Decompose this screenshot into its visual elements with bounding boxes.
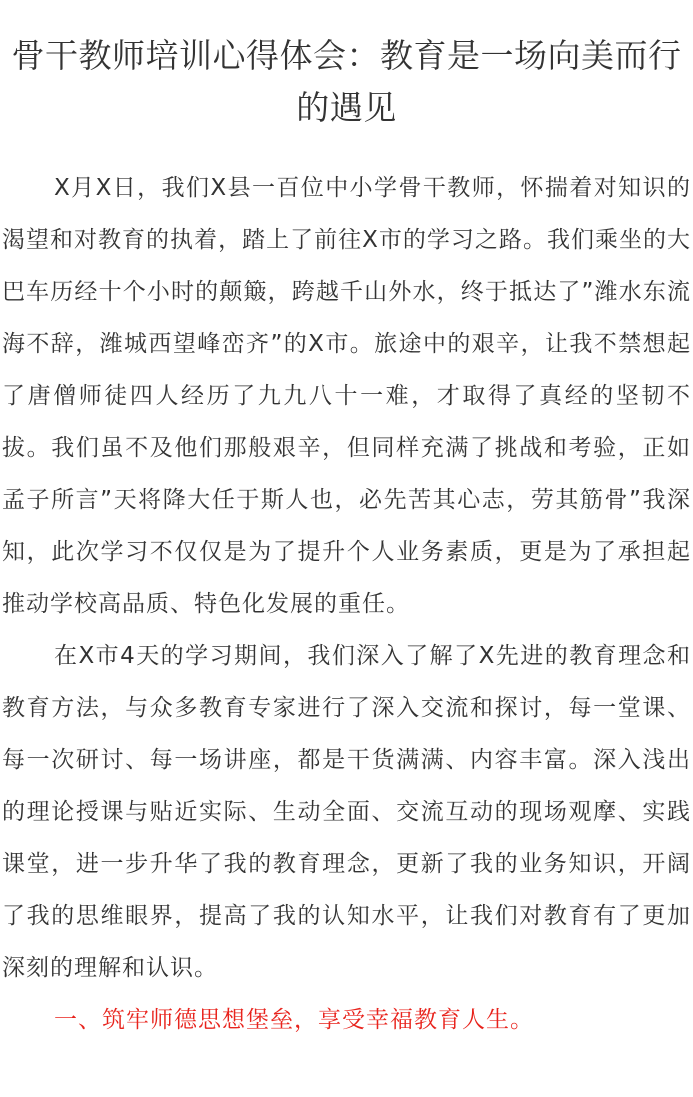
article-body [0,162,693,1046]
paragraph-1: X月X日，我们X县一百位中小学骨干教师，怀揣着对知识的渴望和对教育的执着，踏上了前往X市的学习之路。我们乘坐的大巴车历经十个小时的颠簸，跨越千山外水，终于抵达了”潍水东流海不辞，潍城西望峰峦齐”的X市。旅途中的艰辛，让我不禁想起了唐僧师徒四人经历了九九八十一难，才取得了真经的坚韧不拔。我们虽不及他们那般艰辛，但同样充满了挑战和考验，正如孟子所言”天将降大任于斯人也，必先苦其心志，劳其筋骨”我深知，此次学习不仅仅是为了提升个人业务素质，更是为了承担起推动学校高品质、特色化发展的重任。 [2,175,691,617]
section-heading: 一、筑牢师德思想堡垒，享受幸福教育人生。 [54,1007,534,1033]
paragraph-2: 在X市4天的学习期间，我们深入了解了X先进的教育理念和教育方法，与众多教育专家进行了深入交流和探讨，每一堂课、每一次研讨、每一场讲座，都是干货满满、内容丰富。深入浅出的理论授课与贴近实际、生动全面、交流互动的现场观摩、实践课堂，进一步升华了我的教育理念，更新了我的业务知识，开阔了我的思维眼界，提高了我的认知水平，让我们对教育有了更加深刻的理解和认识。 [2,643,691,981]
article-title: 骨干教师培训心得体会：教育是一场向美而行的遇见 [11,36,682,127]
